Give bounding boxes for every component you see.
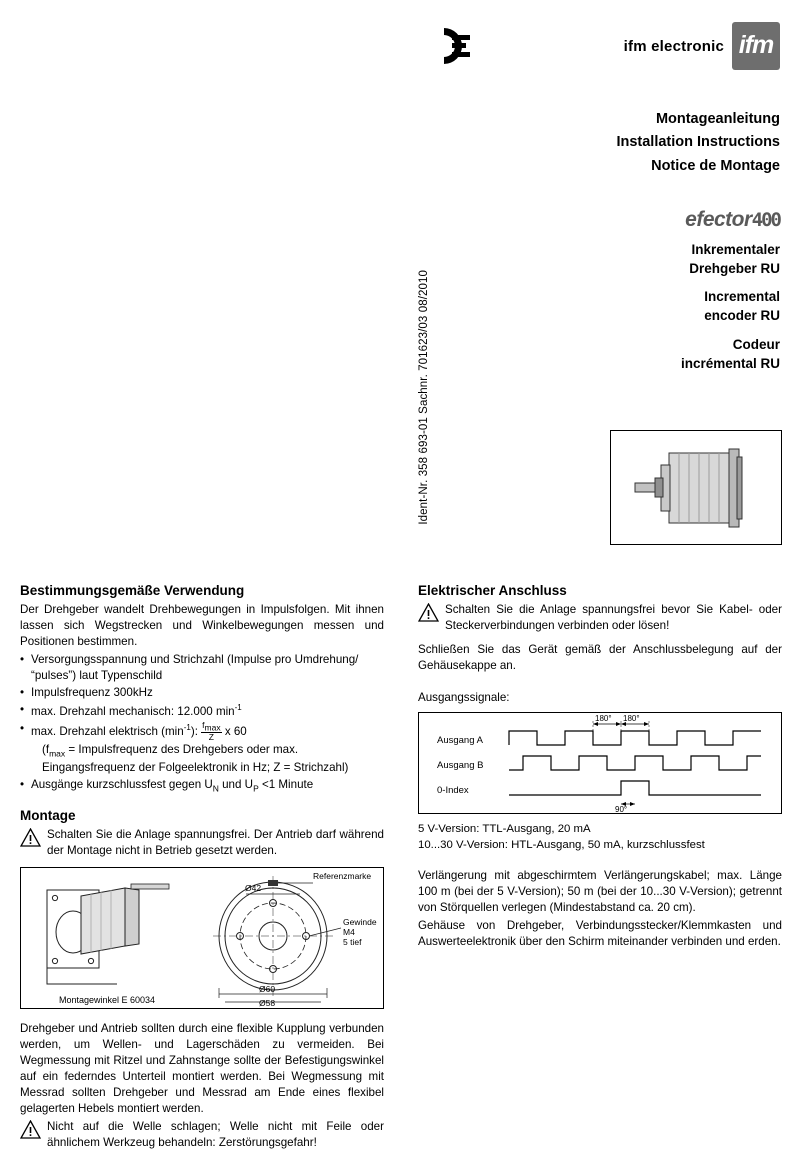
list-item (20, 721, 384, 777)
bullet-4-text: Ausgänge kurzschlussfest gegen U (31, 778, 213, 792)
logo-badge (732, 22, 780, 70)
svg-text:5 tief: 5 tief (343, 937, 362, 948)
svg-text:Referenzmarke: Referenzmarke (313, 871, 372, 882)
bullet-3-tail: x 60 (224, 724, 247, 738)
note-30v-version: 10...30 V-Version: HTL-Ausgang, 50 mA, kurzschlussfest (418, 838, 705, 851)
product-name-en-line2: encoder RU (704, 308, 780, 324)
bullet-3-note: ($f_{max}$ = Impulsfrequenz des Drehgebers oder max. Eingangsfrequenz der Folgeelektronik in Hz; Z = Strichzahl) (42, 743, 349, 775)
formula-numerator: fmax (202, 719, 221, 733)
section-intended-use-paragraph: Der Drehgeber wandelt Drehbewegungen in Impulsfolgen. Mit ihnen lassen sich Wegstrecken und Winkelbewegungen messen und Positionen bestimmen. (20, 603, 384, 648)
document-titles (420, 108, 780, 178)
formula-fraction (201, 721, 221, 743)
mounting-paragraph: Drehgeber und Antrieb sollten durch eine flexible Kupplung verbunden werden, um Wellen- und Lagerschäden zu vermeiden. Bei Wegmessung mit Ritzel und Zahnstange sollte der Befestigungswinkel auf ein federndes Unterteil montiert werden. Bei Wegmessung mit Messrad sollten Drehgeber und Messrad am Ende eines flexibel gelagerten Hebels montiert werden. (20, 1022, 384, 1116)
product-names (420, 240, 780, 382)
product-name-de (420, 240, 780, 278)
efector-brand (420, 208, 780, 232)
spec-bullet-list (20, 652, 384, 795)
efector-number: 400 (751, 209, 780, 231)
svg-text:Gewinde: Gewinde (343, 917, 377, 928)
bullet-2-sup: -1 (234, 702, 242, 712)
shaft-warning (20, 1119, 384, 1151)
bullet-1-text: Impulsfrequenz 300kHz (31, 685, 153, 699)
product-name-fr-line1: Codeur (732, 336, 780, 352)
shaft-warning-text: Nicht auf die Welle schlagen; Welle nicht mit Feile oder ähnlichem Werkzeug behandeln: Zerstörungsgefahr! (47, 1120, 384, 1150)
bullet-3-sup: -1 (183, 722, 191, 732)
product-name-en-line1: Incremental (704, 289, 780, 305)
svg-text:Ø60: Ø60 (259, 984, 276, 995)
list-item (20, 685, 384, 701)
electrical-warning (418, 602, 782, 634)
title-fr: Notice de Montage (651, 157, 780, 174)
svg-text:Ø58: Ø58 (259, 998, 276, 1009)
grounding-paragraph: Gehäuse von Drehgeber, Verbindungsstecker/Klemmkasten und Auswerteelektronik über den Schirm miteinander verbinden und erden. (418, 918, 782, 948)
bullet-2-text: max. Drehzahl mechanisch: 12.000 min (31, 704, 235, 718)
bullet-3-rest: ): (190, 724, 198, 738)
svg-text:Ausgang B: Ausgang B (437, 759, 484, 771)
svg-text:Ø42: Ø42 (245, 883, 262, 894)
product-photo (610, 430, 782, 545)
svg-text:90°: 90° (615, 804, 628, 813)
svg-text:180°: 180° (595, 713, 612, 723)
product-name-en (420, 287, 780, 325)
product-name-de-line2: Drehgeber RU (689, 261, 780, 277)
warning-triangle-icon (20, 1120, 41, 1139)
section-electrical-connection-title: Elektrischer Anschluss (418, 583, 567, 598)
bullet-3-text: max. Drehzahl elektrisch (min (31, 724, 184, 738)
list-item: • Ausgänge kurzschlussfest gegen $U_N$ und $U_P <1$ Minute (20, 777, 384, 795)
document-identifier-code: Ident-Nr. 358 693-01 Sachnr. 701623/03 08/2010 (418, 270, 430, 525)
mounting-drawing (20, 867, 384, 1009)
bullet-0-text: Versorgungsspannung und Strichzahl (Impulse pro Umdrehung/ “pulses”) laut Typenschild (31, 652, 359, 682)
ifm-logo (624, 22, 780, 70)
svg-text:Montagewinkel E 60034: Montagewinkel E 60034 (59, 995, 156, 1006)
product-name-fr-line2: incrémental RU (680, 355, 780, 371)
list-item (20, 652, 384, 684)
svg-text:Ausgang A: Ausgang A (437, 734, 483, 746)
ce-mark-icon (418, 24, 478, 68)
warning-triangle-icon (418, 603, 439, 622)
product-name-de-line1: Inkrementaler (691, 242, 780, 257)
output-signals-label: Ausgangssignale: (418, 690, 510, 704)
svg-text:0-Index: 0-Index (437, 784, 469, 796)
right-column (418, 583, 782, 952)
section-mounting-title: Montage (20, 808, 76, 824)
mounting-warning-text: Schalten Sie die Anlage spannungsfrei. Der Antrieb darf während der Montage nicht in Betrieb gesetzt werden. (47, 828, 384, 858)
svg-text:M4: M4 (343, 927, 355, 938)
list-item (20, 702, 384, 720)
title-de: Montageanleitung (655, 111, 780, 127)
logo-badge-text: ifm (738, 30, 774, 59)
svg-text:180°: 180° (623, 713, 640, 723)
electrical-paragraph-1: Schließen Sie das Gerät gemäß der Anschlussbelegung auf der Gehäusekappe an. (418, 642, 782, 672)
efector-word: efector (685, 208, 752, 231)
section-intended-use-title: Bestimmungsgemäße Verwendung (20, 583, 245, 598)
product-name-fr (420, 335, 780, 373)
logo-text: ifm electronic (623, 37, 724, 55)
warning-triangle-icon (20, 828, 41, 847)
title-en: Installation Instructions (616, 134, 780, 151)
signal-diagram (418, 712, 782, 814)
formula-denominator: Z (208, 732, 214, 743)
left-column (20, 583, 384, 1151)
note-5v-version: 5 V-Version: TTL-Ausgang, 20 mA (418, 822, 591, 835)
electrical-warning-text: Schalten Sie die Anlage spannungsfrei bevor Sie Kabel- oder Steckerverbindungen verbinden oder lösen! (445, 603, 782, 632)
mounting-warning (20, 827, 384, 859)
extension-cable-paragraph: Verlängerung mit abgeschirmtem Verlängerungskabel; max. Länge 100 m (bei der 5 V-Version); 50 m (bei der 10...30 V-Version); getrennt von Störquellen verlegen (Mindestabstand ca. 20 cm). (418, 868, 782, 914)
